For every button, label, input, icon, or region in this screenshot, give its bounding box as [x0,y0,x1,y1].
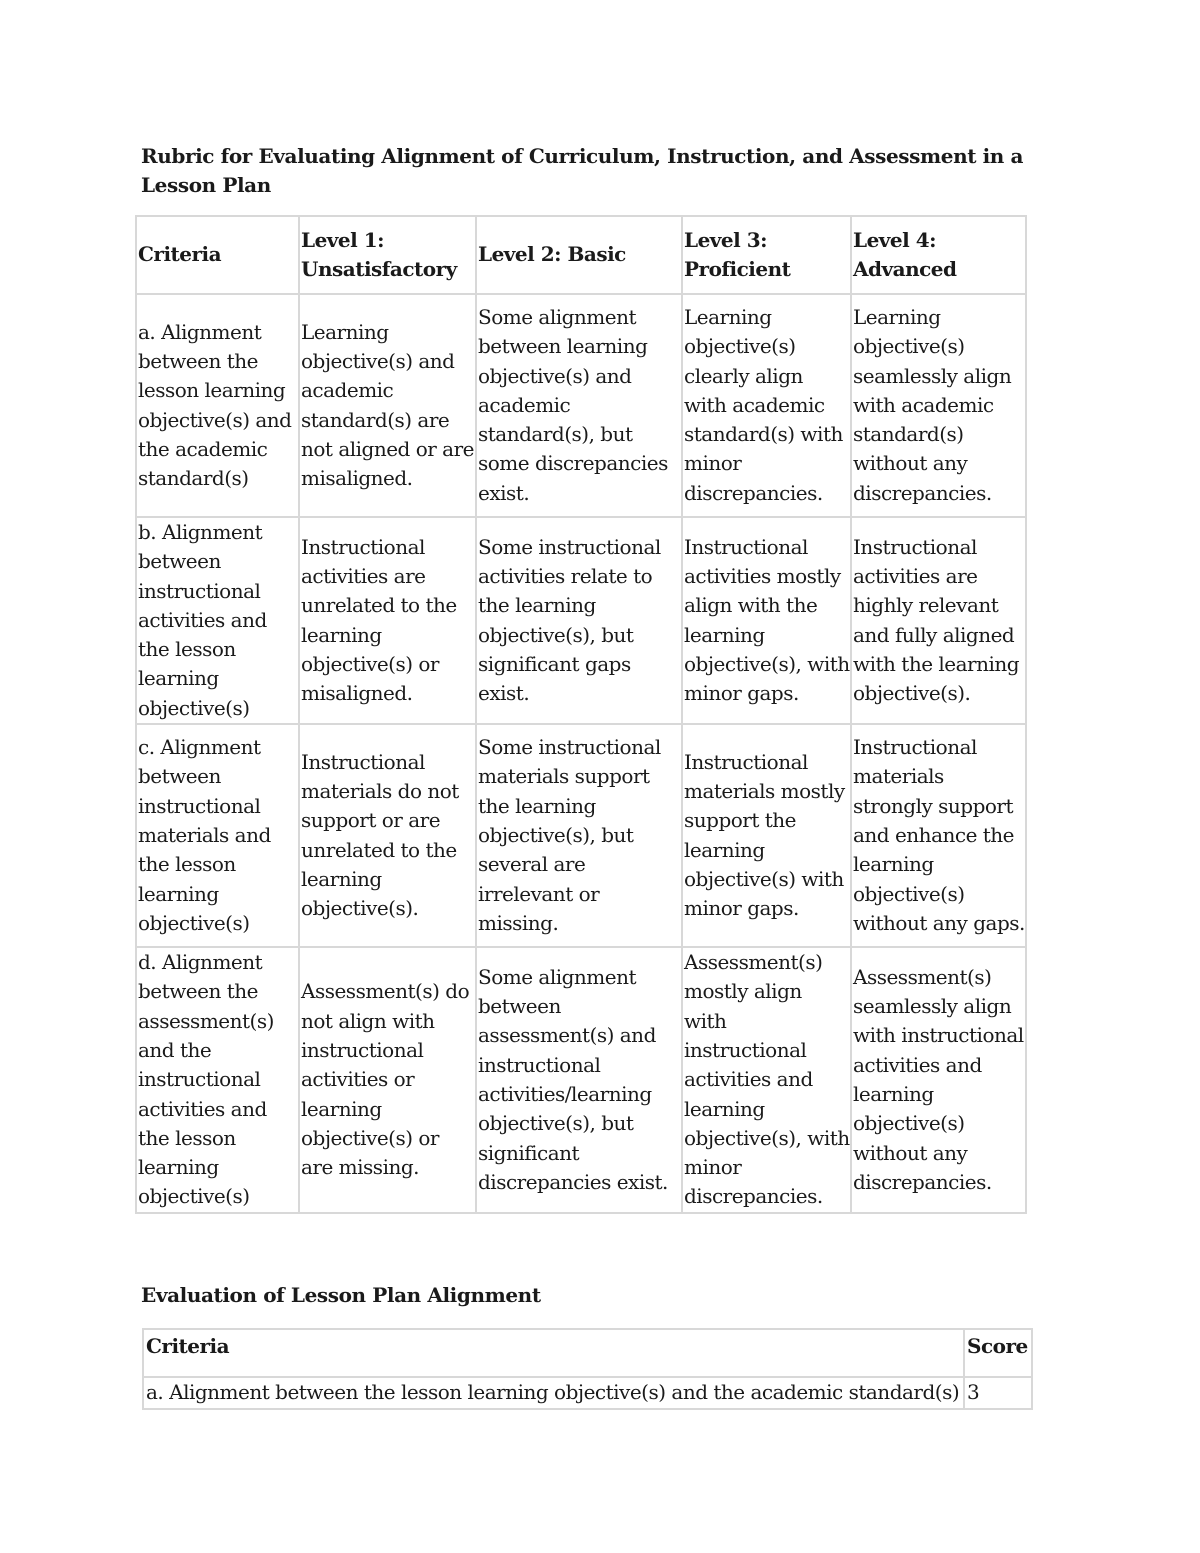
evaluation-header-score: Score [964,1329,1032,1377]
evaluation-cell-score: 3 [964,1377,1032,1409]
evaluation-cell-criteria: a. Alignment between the lesson learning objective(s) and the academic standard(s) [143,1377,964,1409]
rubric-cell-level-1: Assessment(s) do not align with instructional activities or learning objective(s) or are missing. [299,947,476,1213]
rubric-cell-level-4: Learning objective(s) seamlessly align with academic standard(s) without any discrepancies. [851,294,1026,517]
evaluation-header-criteria: Criteria [143,1329,964,1377]
rubric-cell-level-4: Instructional activities are highly relevant and fully aligned with the learning objective(s). [851,517,1026,724]
rubric-header-criteria: Criteria [136,216,299,294]
rubric-header-level-1: Level 1: Unsatisfactory [299,216,476,294]
evaluation-title: Evaluation of Lesson Plan Alignment [141,1283,541,1307]
document-title: Rubric for Evaluating Alignment of Curriculum, Instruction, and Assessment in a Lesson Plan [141,144,1024,197]
rubric-row [136,724,1026,947]
rubric-cell-level-1: Instructional activities are unrelated to the learning objective(s) or misaligned. [299,517,476,724]
evaluation-table [142,1328,1033,1410]
rubric-header-level-4: Level 4: Advanced [851,216,1026,294]
rubric-cell-criteria: d. Alignment between the assessment(s) and the instructional activities and the lesson learning objective(s) [136,947,299,1213]
rubric-cell-level-2: Some alignment between learning objective(s) and academic standard(s), but some discrepancies exist. [476,294,682,517]
rubric-row [136,947,1026,1213]
rubric-cell-criteria: c. Alignment between instructional materials and the lesson learning objective(s) [136,724,299,947]
rubric-cell-criteria: a. Alignment between the lesson learning objective(s) and the academic standard(s) [136,294,299,517]
rubric-header-level-3: Level 3: Proficient [682,216,851,294]
rubric-header-row [136,216,1026,294]
rubric-table [135,215,1027,1214]
rubric-cell-level-4: Instructional materials strongly support and enhance the learning objective(s) without any gaps. [851,724,1026,947]
evaluation-header-row [143,1329,1032,1377]
rubric-cell-level-3: Learning objective(s) clearly align with academic standard(s) with minor discrepancies. [682,294,851,517]
evaluation-row [143,1377,1032,1409]
rubric-cell-level-3: Instructional activities mostly align with the learning objective(s), with minor gaps. [682,517,851,724]
rubric-row [136,517,1026,724]
rubric-cell-level-3: Assessment(s) mostly align with instructional activities and learning objective(s), with minor discrepancies. [682,947,851,1213]
rubric-cell-level-2: Some instructional activities relate to the learning objective(s), but significant gaps exist. [476,517,682,724]
rubric-cell-level-2: Some alignment between assessment(s) and instructional activities/learning objective(s), but significant discrepancies exist. [476,947,682,1213]
rubric-cell-level-3: Instructional materials mostly support the learning objective(s) with minor gaps. [682,724,851,947]
rubric-cell-level-1: Instructional materials do not support or are unrelated to the learning objective(s). [299,724,476,947]
rubric-header-level-2: Level 2: Basic [476,216,682,294]
rubric-row [136,294,1026,517]
rubric-cell-criteria: b. Alignment between instructional activities and the lesson learning objective(s) [136,517,299,724]
rubric-cell-level-4: Assessment(s) seamlessly align with instructional activities and learning objective(s) without any discrepancies. [851,947,1026,1213]
rubric-cell-level-2: Some instructional materials support the learning objective(s), but several are irrelevant or missing. [476,724,682,947]
rubric-cell-level-1: Learning objective(s) and academic standard(s) are not aligned or are misaligned. [299,294,476,517]
